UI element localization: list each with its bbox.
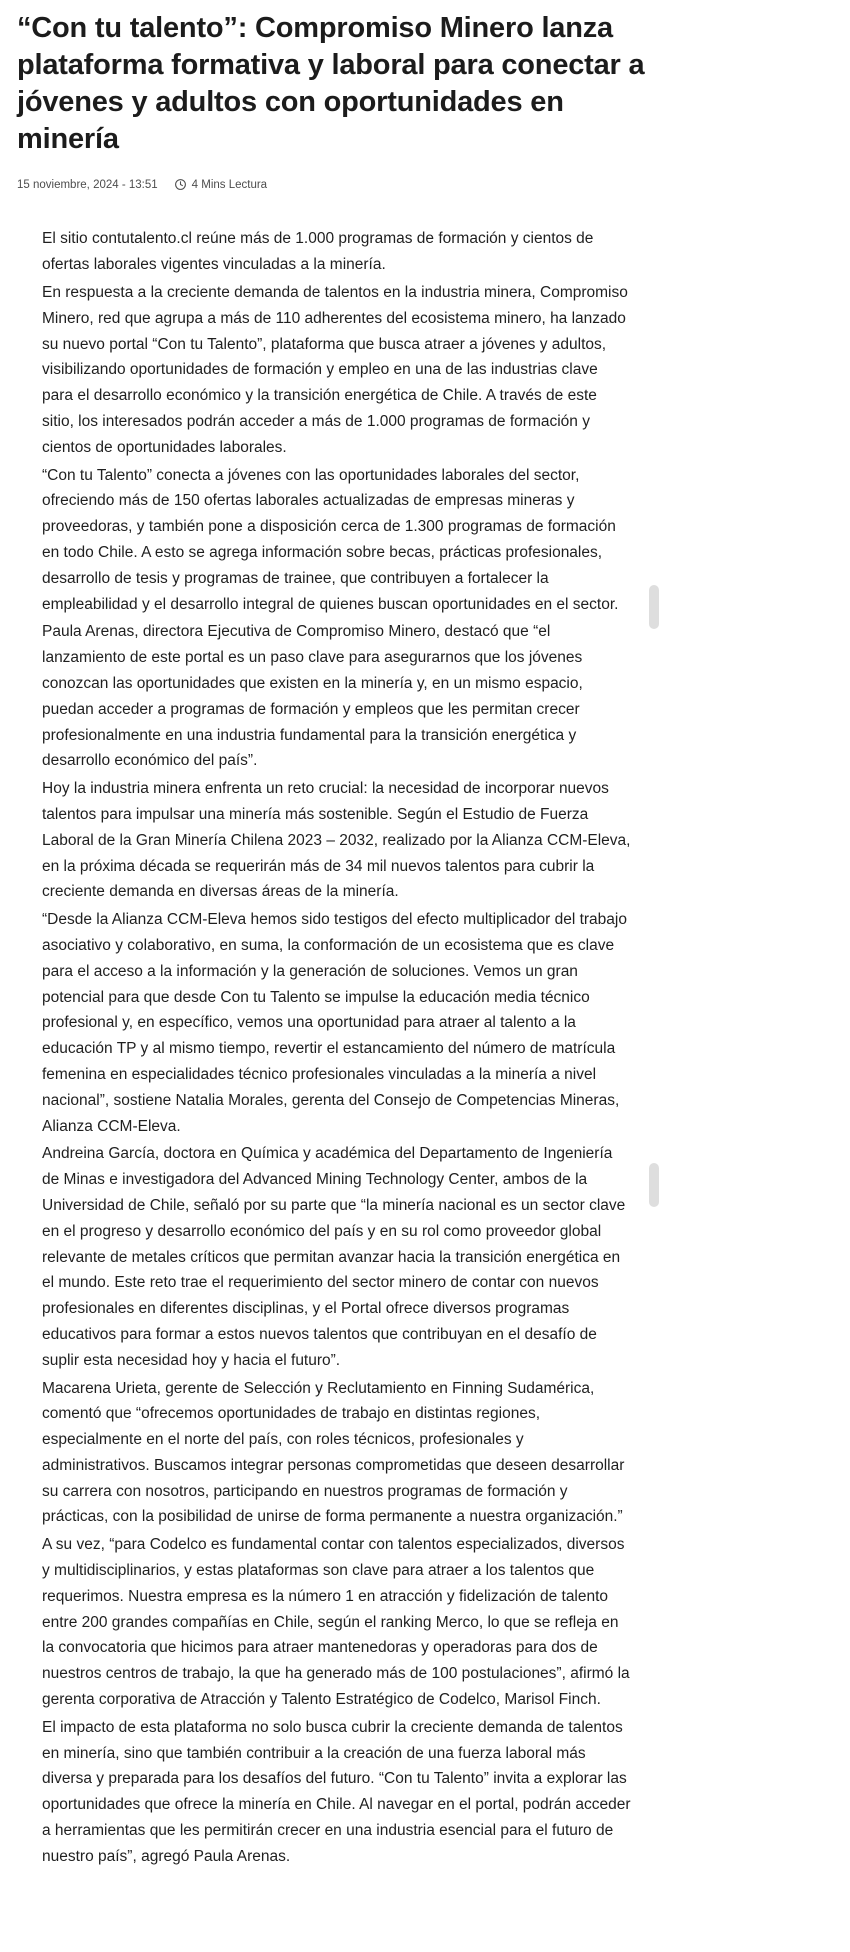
publish-date: 15 noviembre, 2024 - 13:51 — [17, 178, 158, 191]
paragraph: A su vez, “para Codelco es fundamental contar con talentos especializados, diversos y multidisciplinarios, y estas plataformas son clave para atraer a los talentos que requerimos. Nuestra empresa es la número 1 en atracción y fidelización de talento entre 200 grandes compañías en Chile, según el ranking Merco, lo que se refleja en la convocatoria que hicimos para atraer mantenedoras y operadoras para dos de nuestros centros de trabajo, la que ha generado más de 100 postulaciones”, afirmó la gerenta corporativa de Atracción y Talento Estratégico de Codelco, Marisol Finch. — [42, 1536, 630, 1709]
paragraph: Paula Arenas, directora Ejecutiva de Compromiso Minero, destacó que “el lanzamiento de este portal es un paso clave para asegurarnos que los jóvenes conozcan las oportunidades que existen en la minería y, en un mismo espacio, puedan acceder a programas de formación y empleos que les permitan crecer profesionalmente en una industria fundamental para la transición energética y desarrollo económico del país”. — [42, 623, 583, 770]
scrollbar-thumb-lower[interactable] — [649, 1163, 659, 1207]
paragraph: El impacto de esta plataforma no solo busca cubrir la creciente demanda de talentos en minería, sino que también contribuir a la creación de una fuerza laboral más diversa y preparada para los desafíos del futuro. “Con tu Talento” invita a explorar las oportunidades que ofrece la minería en Chile. Al navegar en el portal, podrán acceder a herramientas que les permitirán crecer en una industria esencial para el futuro de nuestro país”, agregó Paula Arenas. — [42, 1718, 631, 1865]
paragraph: Hoy la industria minera enfrenta un reto crucial: la necesidad de incorporar nuevos talentos para impulsar una minería más sostenible. Según el Estudio de Fuerza Laboral de la Gran Minería Chilena 2023 – 2032, realizado por la Alianza CCM-Eleva, en la próxima década se requerirán más de 34 mil nuevos talentos para cubrir la creciente demanda en diversas áreas de la minería. — [42, 780, 631, 901]
article-title: “Con tu talento”: Compromiso Minero lanza plataforma formativa y laboral para conectar a jóvenes y adultos con oportunidades en minería — [17, 12, 645, 156]
paragraph: “Desde la Alianza CCM-Eleva hemos sido testigos del efecto multiplicador del trabajo asociativo y colaborativo, en suma, la conformación de un ecosistema que es clave para el acceso a la información y la generación de soluciones. Vemos un gran potencial para que desde Con tu Talento se impulse la educación media técnico profesional y, en específico, vemos una oportunidad para atraer al talento a la educación TP y al mismo tiempo, revertir el estancamiento del número de matrícula femenina en especialidades técnico profesionales vinculadas a la minería a nivel nacional”, sostiene Natalia Morales, gerenta del Consejo de Competencias Mineras, Alianza CCM-Eleva. — [42, 911, 627, 1135]
paragraph: Macarena Urieta, gerente de Selección y Reclutamiento en Finning Sudamérica, comentó que “ofrecemos oportunidades de trabajo en distintas regiones, especialmente en el norte del país, con roles técnicos, profesionales y administrativos. Buscamos integrar personas comprometidas que deseen desarrollar su carrera con nosotros, participando en nuestros programas de formación y prácticas, con la posibilidad de unirse de forma permanente a nuestra organización.” — [42, 1379, 625, 1526]
scrollbar-thumb-upper[interactable] — [649, 585, 659, 629]
read-time: 4 Mins Lectura — [191, 178, 268, 191]
clock-icon — [174, 178, 187, 191]
article-body — [42, 226, 632, 1869]
article-meta — [17, 178, 680, 191]
paragraph: En respuesta a la creciente demanda de talentos en la industria minera, Compromiso Minero, red que agrupa a más de 110 adherentes del ecosistema minero, ha lanzado su nuevo portal “Con tu Talento”, plataforma que busca atraer a jóvenes y adultos, visibilizando oportunidades de formación y empleo en una de las industrias clave para el desarrollo económico y la transición energética de Chile. A través de este sitio, los interesados podrán acceder a más de 1.000 programas de formación y cientos de oportunidades laborales. — [42, 284, 628, 456]
paragraph: Andreina García, doctora en Química y académica del Departamento de Ingeniería de Minas e investigadora del Advanced Mining Technology Center, ambos de la Universidad de Chile, señaló por su parte que “la minería nacional es un sector clave en el progreso y desarrollo económico del país y en su rol como proveedor global relevante de metales críticos que permitan avanzar hacia la transición energética en el mundo. Este reto trae el requerimiento del sector minero de contar con nuevos profesionales en diferentes disciplinas, y el Portal ofrece diversos programas educativos para formar a estos nuevos talentos que contribuyan en el desafío de suplir esta necesidad hoy y hacia el futuro”. — [42, 1145, 626, 1369]
paragraph: “Con tu Talento” conecta a jóvenes con las oportunidades laborales del sector, ofreciendo más de 150 ofertas laborales actualizadas de empresas mineras y proveedoras, y también pone a disposición cerca de 1.300 programas de formación en todo Chile. A esto se agrega información sobre becas, prácticas profesionales, desarrollo de tesis y programas de trainee, que contribuyen a fortalecer la empleabilidad y el desarrollo integral de quienes buscan oportunidades en el sector. — [42, 466, 619, 613]
paragraph-intro: El sitio contutalento.cl reúne más de 1.000 programas de formación y cientos de ofertas laborales vigentes vinculadas a la minería. — [42, 230, 594, 274]
